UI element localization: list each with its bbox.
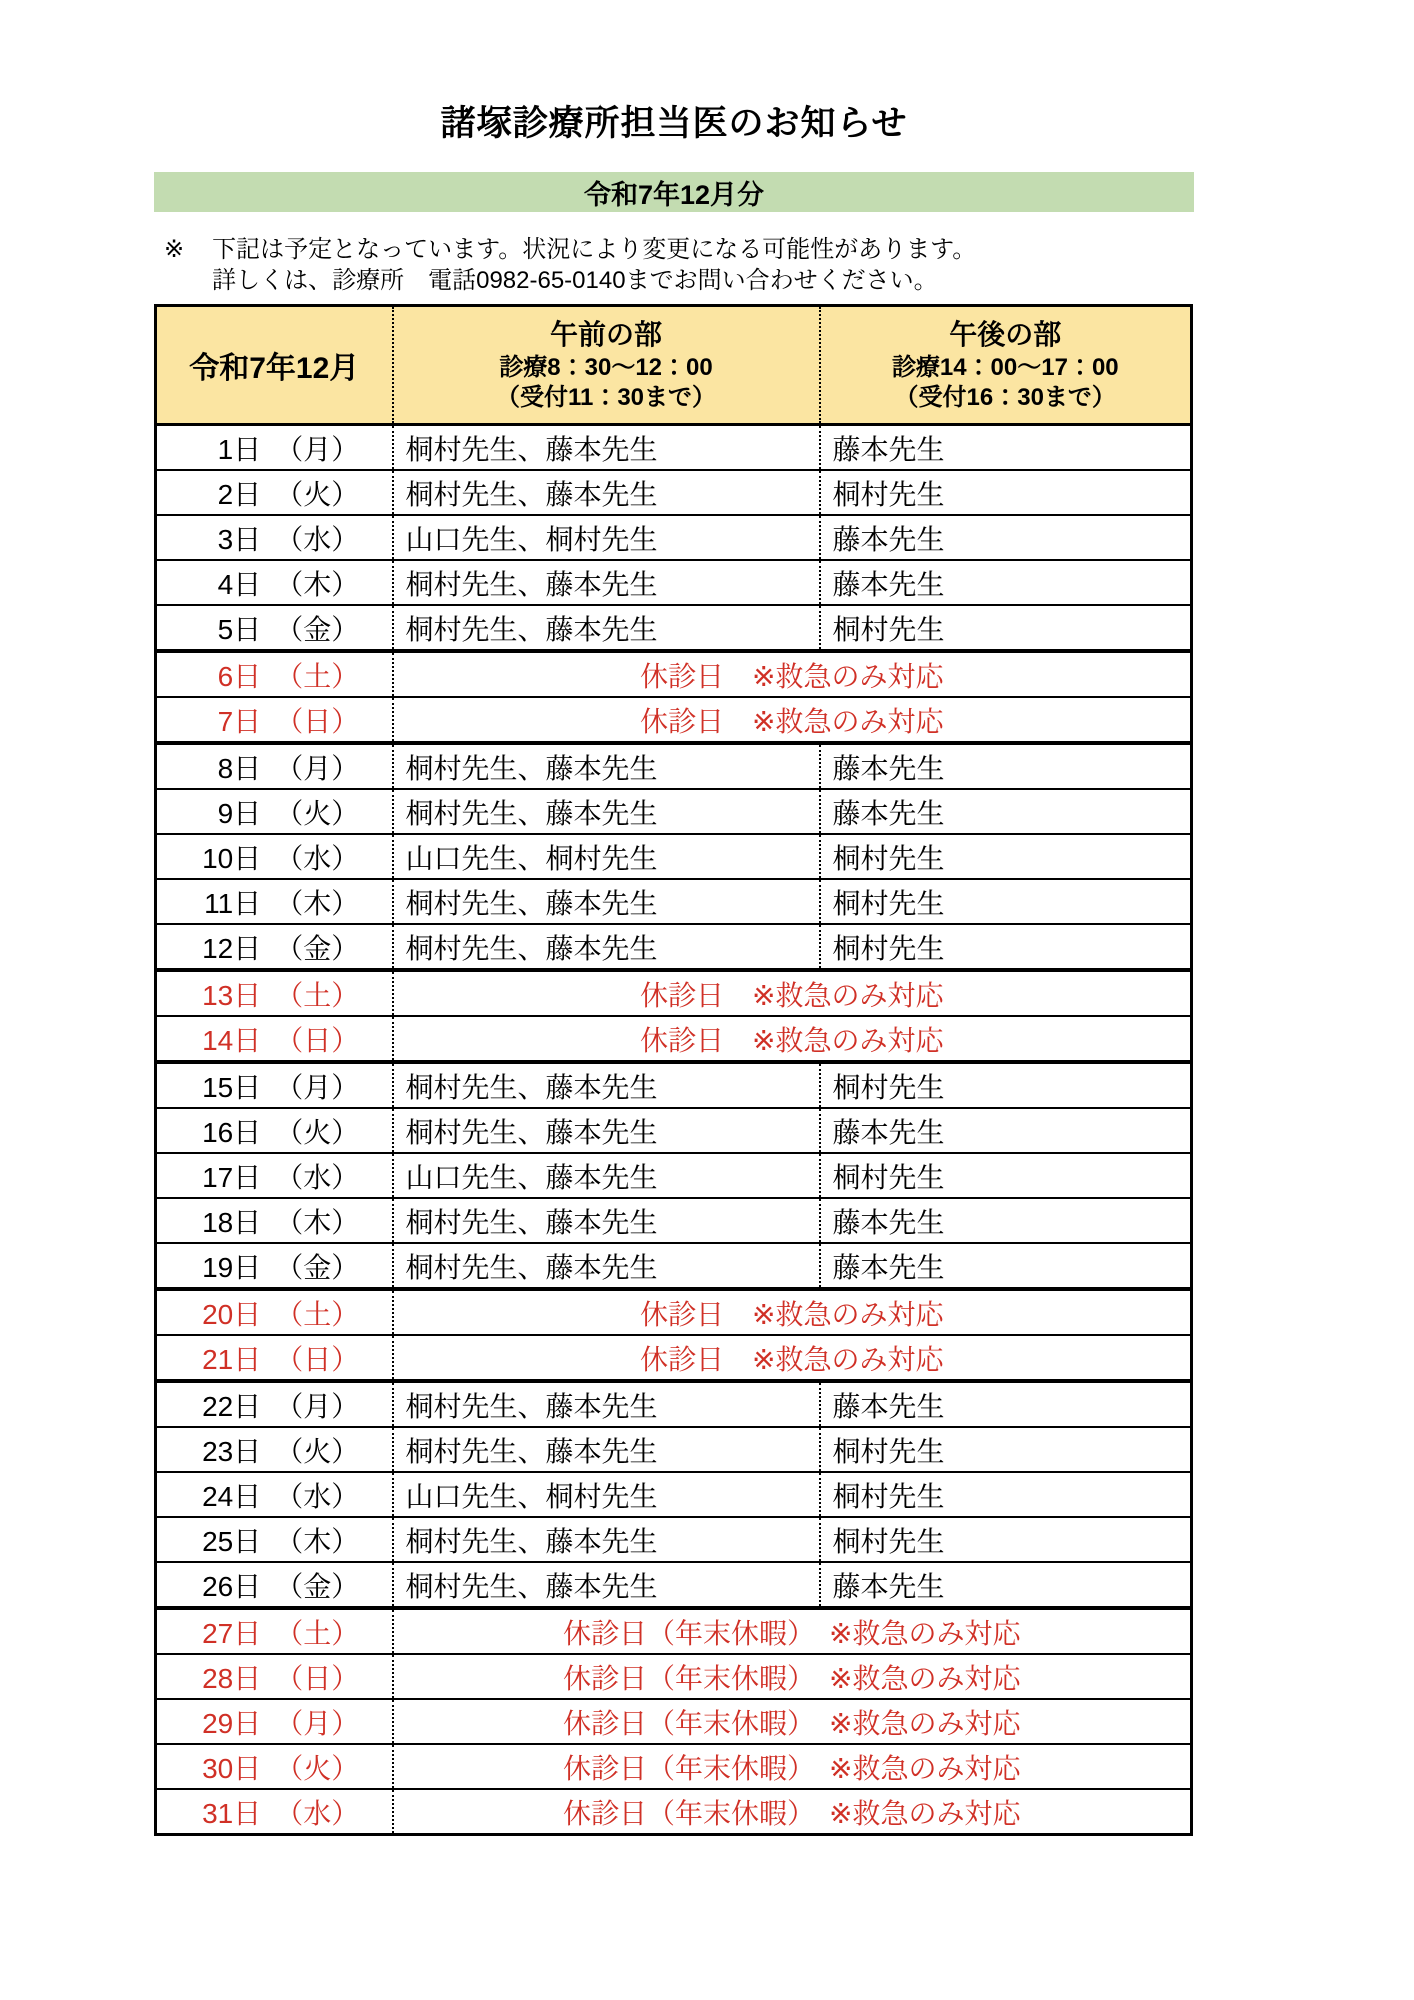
pm-doctors-cell: 桐村先生 (820, 1153, 1192, 1198)
day-label: 25日 (202, 1525, 262, 1557)
table-row (156, 1062, 1192, 1108)
weekday-label: （土） (275, 979, 360, 1011)
table-row (156, 515, 1192, 560)
pm-doctors-cell: 桐村先生 (820, 1427, 1192, 1472)
table-row (156, 1562, 1192, 1608)
schedule-table (154, 304, 1193, 1836)
closed-notice-cell: 休診日（年末休暇） ※救急のみ対応 (393, 1699, 1192, 1744)
date-cell (156, 1289, 393, 1335)
pm-doctors-cell: 藤本先生 (820, 1381, 1192, 1427)
weekday-label: （土） (275, 1617, 360, 1649)
am-doctors-cell: 桐村先生、藤本先生 (393, 879, 820, 924)
header-am-cell (393, 306, 820, 425)
table-row (156, 425, 1192, 471)
day-label: 17日 (202, 1161, 262, 1193)
weekday-label: （日） (275, 1343, 360, 1375)
closed-notice-cell: 休診日 ※救急のみ対応 (393, 1289, 1192, 1335)
date-cell (156, 743, 393, 789)
pm-doctors-cell: 藤本先生 (820, 743, 1192, 789)
closed-notice-cell: 休診日 ※救急のみ対応 (393, 1016, 1192, 1062)
am-doctors-cell: 桐村先生、藤本先生 (393, 1198, 820, 1243)
am-doctors-cell: 桐村先生、藤本先生 (393, 605, 820, 651)
table-row (156, 560, 1192, 605)
day-label: 16日 (202, 1116, 262, 1148)
weekday-label: （木） (275, 887, 360, 919)
am-doctors-cell: 桐村先生、藤本先生 (393, 924, 820, 970)
pm-session-reception: （受付16：30まで） (894, 384, 1116, 411)
day-label: 20日 (202, 1298, 262, 1330)
date-cell (156, 425, 393, 471)
closed-notice-cell: 休診日 ※救急のみ対応 (393, 1335, 1192, 1381)
am-doctors-cell: 桐村先生、藤本先生 (393, 1243, 820, 1289)
pm-doctors-cell: 桐村先生 (820, 605, 1192, 651)
day-label: 30日 (202, 1752, 262, 1784)
weekday-label: （月） (275, 1390, 360, 1422)
day-label: 4日 (217, 568, 262, 600)
date-cell (156, 1608, 393, 1654)
table-row (156, 1472, 1192, 1517)
date-cell (156, 1699, 393, 1744)
date-cell (156, 1517, 393, 1562)
pm-doctors-cell: 藤本先生 (820, 789, 1192, 834)
table-row (156, 1699, 1192, 1744)
period-banner (154, 172, 1194, 212)
table-row (156, 651, 1192, 697)
date-cell (156, 1654, 393, 1699)
table-row (156, 1608, 1192, 1654)
am-doctors-cell: 山口先生、桐村先生 (393, 515, 820, 560)
day-label: 1日 (217, 433, 262, 465)
date-cell (156, 834, 393, 879)
table-row (156, 1517, 1192, 1562)
closed-notice-cell: 休診日 ※救急のみ対応 (393, 970, 1192, 1016)
date-cell (156, 924, 393, 970)
table-row (156, 605, 1192, 651)
weekday-label: （月） (275, 1071, 360, 1103)
table-row (156, 1335, 1192, 1381)
day-label: 15日 (202, 1071, 262, 1103)
note-line-1: 下記は予定となっています。状況により変更になる可能性があります。 (212, 236, 977, 263)
am-session-hours: 診療8：30～12：00 (499, 354, 713, 381)
pm-doctors-cell: 藤本先生 (820, 1108, 1192, 1153)
weekday-label: （金） (275, 1570, 360, 1602)
day-label: 11日 (204, 887, 262, 919)
table-row (156, 1654, 1192, 1699)
weekday-label: （土） (275, 1298, 360, 1330)
date-cell (156, 1744, 393, 1789)
pm-doctors-cell: 藤本先生 (820, 425, 1192, 471)
date-cell (156, 1016, 393, 1062)
day-label: 18日 (202, 1206, 262, 1238)
closed-notice-cell: 休診日（年末休暇） ※救急のみ対応 (393, 1744, 1192, 1789)
am-doctors-cell: 山口先生、藤本先生 (393, 1153, 820, 1198)
table-row (156, 879, 1192, 924)
date-cell (156, 1108, 393, 1153)
am-doctors-cell: 桐村先生、藤本先生 (393, 1517, 820, 1562)
day-label: 27日 (202, 1617, 262, 1649)
weekday-label: （水） (275, 842, 360, 874)
am-doctors-cell: 桐村先生、藤本先生 (393, 1062, 820, 1108)
date-cell (156, 651, 393, 697)
note-marker: ※ (164, 236, 185, 263)
am-doctors-cell: 山口先生、桐村先生 (393, 834, 820, 879)
weekday-label: （土） (275, 660, 360, 692)
am-doctors-cell: 桐村先生、藤本先生 (393, 1381, 820, 1427)
table-row (156, 1744, 1192, 1789)
day-label: 9日 (217, 797, 262, 829)
day-label: 13日 (202, 979, 262, 1011)
table-row (156, 470, 1192, 515)
am-doctors-cell: 山口先生、桐村先生 (393, 1472, 820, 1517)
am-doctors-cell: 桐村先生、藤本先生 (393, 470, 820, 515)
day-label: 28日 (202, 1662, 262, 1694)
day-label: 21日 (202, 1343, 262, 1375)
weekday-label: （木） (275, 568, 360, 600)
pm-doctors-cell: 桐村先生 (820, 1472, 1192, 1517)
day-label: 22日 (202, 1390, 262, 1422)
pm-doctors-cell: 藤本先生 (820, 560, 1192, 605)
day-label: 3日 (217, 523, 262, 555)
table-row (156, 1427, 1192, 1472)
pm-doctors-cell: 桐村先生 (820, 470, 1192, 515)
closed-notice-cell: 休診日（年末休暇） ※救急のみ対応 (393, 1608, 1192, 1654)
weekday-label: （日） (275, 705, 360, 737)
note-line-2: 詳しくは、診療所 電話0982-65-0140までお問い合わせください。 (212, 267, 938, 294)
weekday-label: （金） (275, 613, 360, 645)
period-banner-label: 令和7年12月分 (583, 179, 765, 210)
weekday-label: （火） (275, 1116, 360, 1148)
weekday-label: （日） (275, 1662, 360, 1694)
table-row (156, 1381, 1192, 1427)
weekday-label: （月） (275, 1707, 360, 1739)
header-month-cell (156, 306, 393, 425)
table-row (156, 1789, 1192, 1835)
am-doctors-cell: 桐村先生、藤本先生 (393, 789, 820, 834)
notice-text (154, 234, 1194, 296)
weekday-label: （火） (275, 797, 360, 829)
day-label: 10日 (202, 842, 262, 874)
date-cell (156, 605, 393, 651)
date-cell (156, 879, 393, 924)
table-row (156, 834, 1192, 879)
schedule-header (156, 306, 1192, 425)
weekday-label: （金） (275, 932, 360, 964)
date-cell (156, 1062, 393, 1108)
weekday-label: （火） (275, 1752, 360, 1784)
date-cell (156, 1153, 393, 1198)
day-label: 14日 (202, 1024, 262, 1056)
am-session-title: 午前の部 (549, 319, 662, 350)
content-area (154, 0, 1194, 1836)
day-label: 6日 (217, 660, 262, 692)
table-row (156, 1289, 1192, 1335)
weekday-label: （水） (275, 523, 360, 555)
pm-doctors-cell: 桐村先生 (820, 1517, 1192, 1562)
pm-doctors-cell: 桐村先生 (820, 924, 1192, 970)
table-row (156, 924, 1192, 970)
table-row (156, 743, 1192, 789)
weekday-label: （木） (275, 1525, 360, 1557)
date-cell (156, 697, 393, 743)
pm-session-title: 午後の部 (949, 319, 1062, 350)
pm-doctors-cell: 桐村先生 (820, 879, 1192, 924)
am-doctors-cell: 桐村先生、藤本先生 (393, 1427, 820, 1472)
date-cell (156, 560, 393, 605)
weekday-label: （金） (275, 1251, 360, 1283)
weekday-label: （月） (275, 433, 360, 465)
am-doctors-cell: 桐村先生、藤本先生 (393, 560, 820, 605)
table-row (156, 697, 1192, 743)
date-cell (156, 970, 393, 1016)
pm-doctors-cell: 藤本先生 (820, 1243, 1192, 1289)
day-label: 19日 (202, 1251, 262, 1283)
weekday-label: （月） (275, 752, 360, 784)
closed-notice-cell: 休診日 ※救急のみ対応 (393, 651, 1192, 697)
day-label: 7日 (217, 705, 262, 737)
am-doctors-cell: 桐村先生、藤本先生 (393, 743, 820, 789)
schedule-body (156, 425, 1192, 1835)
am-session-reception: （受付11：30まで） (495, 384, 717, 411)
table-row (156, 1016, 1192, 1062)
day-label: 2日 (217, 478, 262, 510)
pm-doctors-cell: 藤本先生 (820, 1562, 1192, 1608)
date-cell (156, 1472, 393, 1517)
am-doctors-cell: 桐村先生、藤本先生 (393, 425, 820, 471)
closed-notice-cell: 休診日 ※救急のみ対応 (393, 697, 1192, 743)
date-cell (156, 1562, 393, 1608)
day-label: 29日 (202, 1707, 262, 1739)
date-cell (156, 515, 393, 560)
closed-notice-cell: 休診日（年末休暇） ※救急のみ対応 (393, 1789, 1192, 1835)
day-label: 12日 (202, 932, 262, 964)
table-row (156, 1108, 1192, 1153)
day-label: 26日 (202, 1570, 262, 1602)
pm-session-hours: 診療14：00～17：00 (891, 354, 1119, 381)
header-month-label: 令和7年12月 (189, 352, 360, 385)
table-row (156, 1243, 1192, 1289)
date-cell (156, 1789, 393, 1835)
table-row (156, 1198, 1192, 1243)
pm-doctors-cell: 桐村先生 (820, 834, 1192, 879)
header-pm-cell (820, 306, 1192, 425)
date-cell (156, 1198, 393, 1243)
day-label: 31日 (202, 1797, 262, 1829)
am-doctors-cell: 桐村先生、藤本先生 (393, 1562, 820, 1608)
closed-notice-cell: 休診日（年末休暇） ※救急のみ対応 (393, 1654, 1192, 1699)
weekday-label: （日） (275, 1024, 360, 1056)
day-label: 8日 (217, 752, 262, 784)
table-row (156, 789, 1192, 834)
weekday-label: （水） (275, 1797, 360, 1829)
weekday-label: （水） (275, 1480, 360, 1512)
table-row (156, 970, 1192, 1016)
date-cell (156, 1243, 393, 1289)
pm-doctors-cell: 藤本先生 (820, 515, 1192, 560)
date-cell (156, 789, 393, 834)
weekday-label: （木） (275, 1206, 360, 1238)
note-lines (212, 234, 976, 296)
date-cell (156, 1335, 393, 1381)
day-label: 23日 (202, 1435, 262, 1467)
table-row (156, 1153, 1192, 1198)
weekday-label: （火） (275, 478, 360, 510)
day-label: 5日 (217, 613, 262, 645)
weekday-label: （水） (275, 1161, 360, 1193)
date-cell (156, 1427, 393, 1472)
date-cell (156, 470, 393, 515)
page-title: 諸塚診療所担当医のお知らせ (440, 104, 908, 143)
am-doctors-cell: 桐村先生、藤本先生 (393, 1108, 820, 1153)
pm-doctors-cell: 藤本先生 (820, 1198, 1192, 1243)
pm-doctors-cell: 桐村先生 (820, 1062, 1192, 1108)
weekday-label: （火） (275, 1435, 360, 1467)
day-label: 24日 (202, 1480, 262, 1512)
date-cell (156, 1381, 393, 1427)
